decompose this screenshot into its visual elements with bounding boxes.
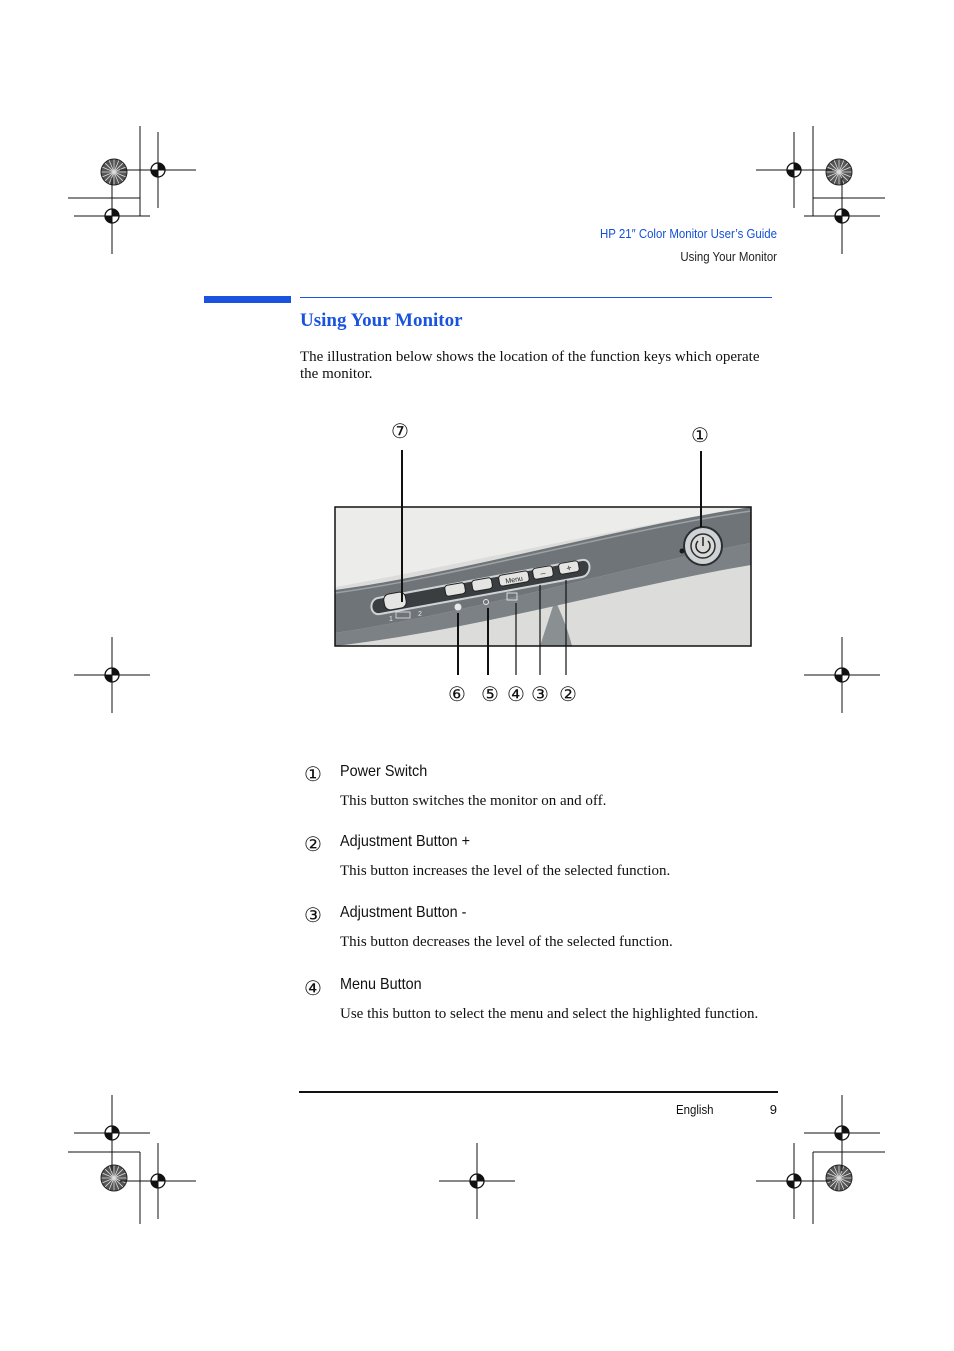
footer-language: English [676,1102,714,1117]
control-panel-figure [300,415,780,715]
running-header-section: Using Your Monitor [680,249,777,264]
callout-4: ④ [507,682,525,706]
menu-key-label: Menu [505,575,524,586]
section-marker-bar [204,296,291,303]
item-number-1: ① [304,762,322,786]
section-rule [300,297,772,298]
item-number-4: ④ [304,976,322,1000]
callout-2: ② [559,682,577,706]
callout-6: ⑥ [448,682,466,706]
item-desc-adjust-minus: This button decreases the level of the selected function. [340,934,673,950]
item-desc-menu-button: Use this button to select the menu and select the highlighted function. [340,1006,759,1022]
footer-page-number: 9 [769,1102,777,1117]
item-desc-power-switch: This button switches the monitor on and off. [340,793,607,809]
item-number-2: ② [304,832,322,856]
callout-5: ⑤ [481,682,499,706]
item-title-power-switch: Power Switch [340,763,428,780]
item-title-adjust-minus: Adjustment Button - [340,904,467,921]
callout-7: ⑦ [391,419,409,443]
item-title-menu-button: Menu Button [340,976,422,993]
item-desc-adjust-plus: This button increases the level of the selected function. [340,863,671,879]
footer-rule [299,1091,778,1093]
callout-1: ① [691,423,709,447]
minus-key-label: – [539,567,547,579]
callout-3: ③ [531,682,549,706]
input-1-label: 1 [389,616,393,623]
plus-key-label: + [565,562,573,574]
item-number-3: ③ [304,903,322,927]
intro-paragraph: The illustration below shows the location of the function keys which operate the monitor. [300,349,760,382]
running-header-title: HP 21″ Color Monitor User’s Guide [599,226,777,241]
item-title-adjust-plus: Adjustment Button + [340,833,471,850]
section-heading: Using Your Monitor [300,310,463,331]
input-2-label: 2 [418,611,422,618]
